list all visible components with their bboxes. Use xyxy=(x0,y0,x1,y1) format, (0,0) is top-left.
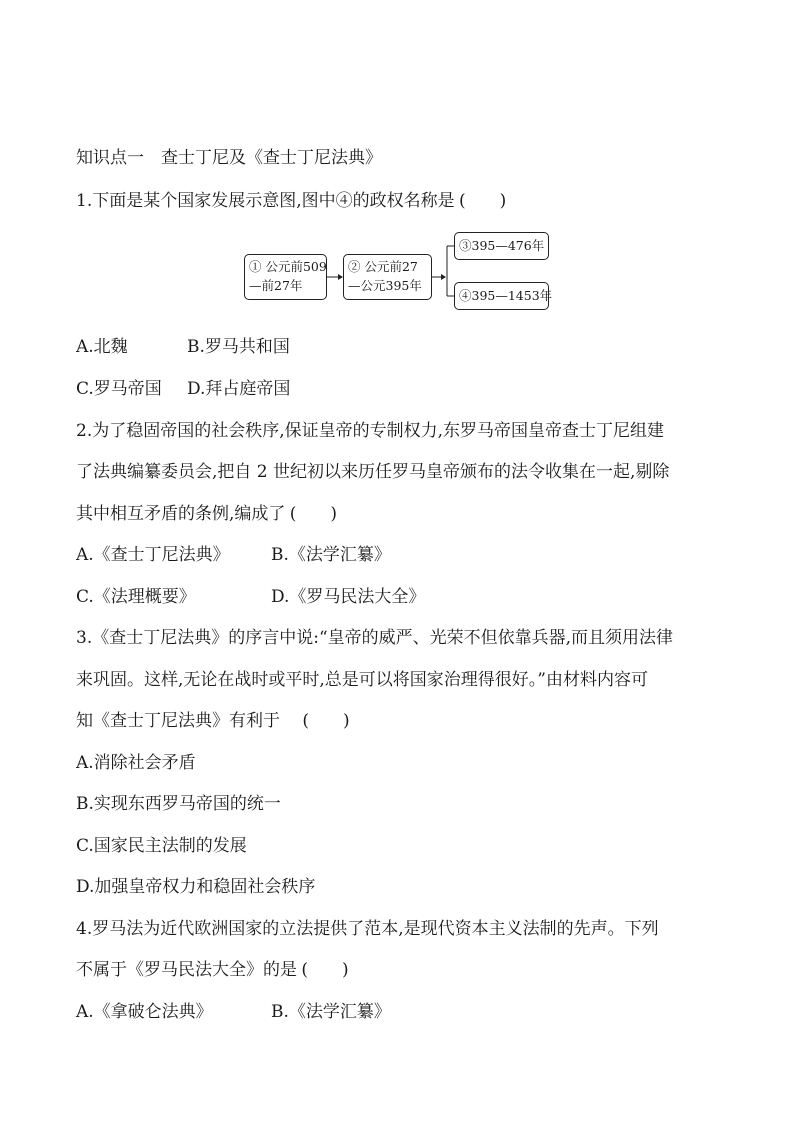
q2-line-3: 其中相互矛盾的条例,编成了 xyxy=(76,504,286,524)
q2-option-d: D.《罗马民法大全》 xyxy=(271,587,426,607)
q1-option-a: A.北魏 xyxy=(76,337,128,357)
q2-line-1: 2.为了稳固帝国的社会秩序,保证皇帝的专制权力,东罗马帝国皇帝查士丁尼组建 xyxy=(76,421,665,441)
diagram-box-1 xyxy=(244,254,327,300)
q4-option-a: A.《拿破仑法典》 xyxy=(76,1002,213,1022)
q3-answer-paren: ( ) xyxy=(302,711,350,731)
box2-line1: ② 公元前27 xyxy=(348,259,418,274)
diagram-box-3: ③395—476年 xyxy=(454,232,549,260)
box1-line2: —前27年 xyxy=(249,278,303,293)
q3-option-b: B.实现东西罗马帝国的统一 xyxy=(76,794,281,814)
q4-line-1: 4.罗马法为近代欧洲国家的立法提供了范本,是现代资本主义法制的先声。下列 xyxy=(76,919,659,939)
q2-answer-paren: ( ) xyxy=(289,504,338,524)
diagram-box-2 xyxy=(343,254,432,300)
q3-line-2: 来巩固。这样,无论在战时或平时,总是可以将国家治理得很好。”由材料内容可 xyxy=(76,670,648,690)
q2-option-c: C.《法理概要》 xyxy=(76,587,196,607)
q1-stem: 1.下面是某个国家发展示意图,图中④的政权名称是 xyxy=(76,191,455,211)
q3-option-d: D.加强皇帝权力和稳固社会秩序 xyxy=(76,877,316,897)
q4-option-b: B.《法学汇纂》 xyxy=(271,1002,391,1022)
q2-line-2: 了法典编纂委员会,把自 2 世纪初以来历任罗马皇帝颁布的法令收集在一起,剔除 xyxy=(76,462,670,482)
q4-line-2: 不属于《罗马民法大全》的是 xyxy=(76,960,297,980)
q3-line-3: 知《查士丁尼法典》有利于 xyxy=(76,711,280,731)
q1-option-c: C.罗马帝国 xyxy=(76,379,162,399)
q2-option-a: A.《查士丁尼法典》 xyxy=(76,545,230,565)
q2-line-3-wrap xyxy=(76,502,341,526)
box2-line2: —公元395年 xyxy=(348,278,422,293)
q4-line-2-wrap xyxy=(76,958,353,982)
q1-option-b: B.罗马共和国 xyxy=(187,337,290,357)
diagram-box-4: ④395—1453年 xyxy=(454,282,549,310)
arrow-2-branch-head xyxy=(441,274,446,280)
box1-line1: ① 公元前509 xyxy=(249,259,327,274)
q4-answer-paren: ( ) xyxy=(301,960,349,980)
q1-option-d: D.拜占庭帝国 xyxy=(187,379,291,399)
q1-answer-paren: ( ) xyxy=(458,191,507,211)
q3-option-c: C.国家民主法制的发展 xyxy=(76,836,247,856)
q2-option-b: B.《法学汇纂》 xyxy=(271,545,391,565)
q3-line-3-wrap xyxy=(76,709,354,733)
q3-line-1: 3.《查士丁尼法典》的序言中说:“皇帝的威严、光荣不但依靠兵器,而且须用法律 xyxy=(76,628,674,648)
section-title: 知识点一 查士丁尼及《查士丁尼法典》 xyxy=(76,148,382,168)
q3-option-a: A.消除社会矛盾 xyxy=(76,753,196,773)
